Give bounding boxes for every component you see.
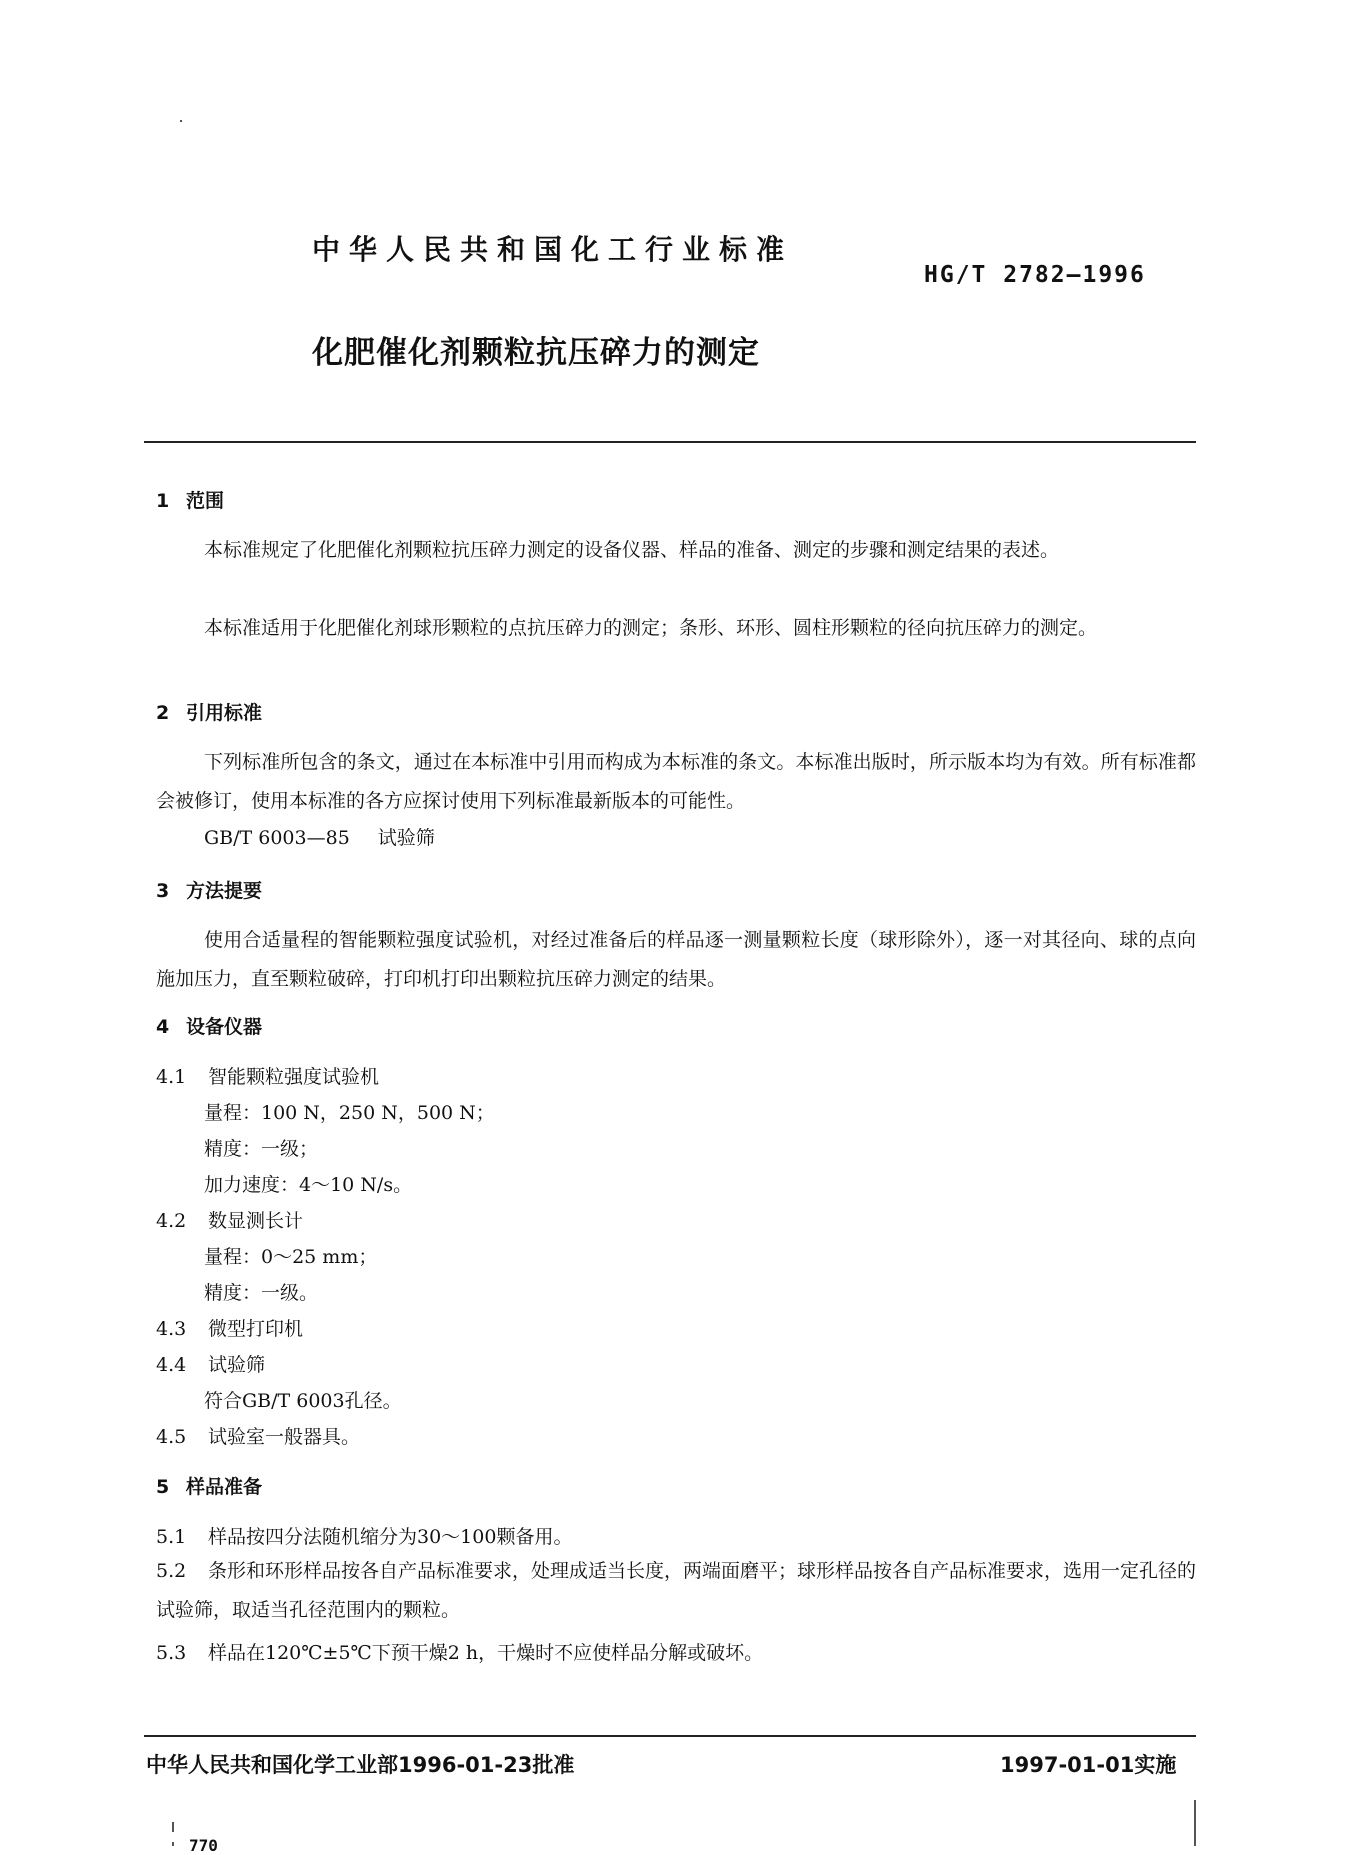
item-4-5 <box>156 1422 360 1449</box>
item-4-1-spec-range: 量程：100 N，250 N，500 N； <box>204 1102 495 1124</box>
item-4-5-number: 4.5 <box>156 1426 187 1448</box>
section-1-heading <box>156 486 224 513</box>
item-5-2-number: 5.2 <box>156 1560 187 1582</box>
standard-organization-title: 中华人民共和国化工行业标准 <box>312 233 794 266</box>
item-4-1-number: 4.1 <box>156 1066 187 1088</box>
section-3-heading <box>156 876 262 903</box>
approval-statement: 中华人民共和国化学工业部1996-01-23批准 <box>146 1753 575 1777</box>
item-4-5-title: 试验室一般器具。 <box>208 1426 361 1448</box>
header-divider <box>144 441 1196 443</box>
item-5-1-number: 5.1 <box>156 1526 187 1548</box>
reference-standard-line <box>204 823 435 850</box>
item-4-4-number: 4.4 <box>156 1354 187 1376</box>
item-4-4 <box>156 1350 265 1377</box>
section-2-heading <box>156 698 262 725</box>
page-number: 770 <box>189 1836 218 1855</box>
item-4-2-spec-range: 量程：0～25 mm； <box>204 1246 378 1268</box>
item-5-3 <box>156 1638 763 1665</box>
section-2-title: 引用标准 <box>186 702 263 724</box>
item-4-2 <box>156 1206 303 1233</box>
reference-standard-code: GB/T 6003—85 <box>204 827 350 849</box>
item-4-2-title: 数显测长计 <box>208 1210 304 1232</box>
item-5-3-number: 5.3 <box>156 1642 187 1664</box>
section-5-title: 样品准备 <box>186 1476 263 1498</box>
document-title: 化肥催化剂颗粒抗压碎力的测定 <box>312 335 760 371</box>
section-5-number: 5 <box>156 1476 170 1498</box>
scan-mark-left-2 <box>172 1842 174 1846</box>
section-2-number: 2 <box>156 702 170 724</box>
item-4-3-title: 微型打印机 <box>208 1318 304 1340</box>
item-4-3-number: 4.3 <box>156 1318 187 1340</box>
section-1-paragraph-1: 本标准规定了化肥催化剂颗粒抗压碎力测定的设备仪器、样品的准备、测定的步骤和测定结果的表述。 <box>204 539 1060 561</box>
section-5-heading <box>156 1472 262 1499</box>
item-5-1 <box>156 1522 572 1549</box>
item-4-4-title: 试验筛 <box>208 1354 266 1376</box>
section-4-number: 4 <box>156 1016 170 1038</box>
item-4-2-number: 4.2 <box>156 1210 187 1232</box>
effective-date: 1997-01-01实施 <box>1000 1753 1177 1777</box>
section-3-number: 3 <box>156 880 170 902</box>
section-3-title: 方法提要 <box>186 880 263 902</box>
section-2-paragraph-1: 下列标准所包含的条文，通过在本标准中引用而构成为本标准的条文。本标准出版时，所示版本均为有效。所有标准都会被修订，使用本标准的各方应探讨使用下列标准最新版本的可能性。 <box>156 751 1196 812</box>
section-1-paragraph-2: 本标准适用于化肥催化剂球形颗粒的点抗压碎力的测定；条形、环形、圆柱形颗粒的径向抗压碎力的测定。 <box>204 617 1098 639</box>
section-4-heading <box>156 1012 262 1039</box>
scan-mark-right <box>1194 1800 1196 1846</box>
item-4-4-spec: 符合GB/T 6003孔径。 <box>204 1390 402 1412</box>
section-3-paragraph-1: 使用合适量程的智能颗粒强度试验机，对经过准备后的样品逐一测量颗粒长度（球形除外），逐一对其径向、球的点向施加压力，直至颗粒破碎，打印机打印出颗粒抗压碎力测定的结果。 <box>156 929 1196 990</box>
item-5-1-text: 样品按四分法随机缩分为30～100颗备用。 <box>208 1526 573 1548</box>
section-1-title: 范围 <box>186 490 225 512</box>
scan-speck-top <box>180 120 182 122</box>
item-5-2 <box>156 1552 1196 1630</box>
section-4-title: 设备仪器 <box>186 1016 263 1038</box>
scan-mark-left-1 <box>172 1822 174 1832</box>
item-5-2-text: 条形和环形样品按各自产品标准要求，处理成适当长度，两端面磨平；球形样品按各自产品标准要求，选用一定孔径的试验筛，取适当孔径范围内的颗粒。 <box>156 1560 1197 1621</box>
item-5-3-text: 样品在120℃±5℃下预干燥2 h，干燥时不应使样品分解或破坏。 <box>208 1642 764 1664</box>
item-4-3 <box>156 1314 303 1341</box>
section-1-number: 1 <box>156 490 170 512</box>
footer-divider <box>144 1735 1196 1737</box>
standard-code: HG/T 2782—1996 <box>924 262 1146 288</box>
item-4-1-title: 智能颗粒强度试验机 <box>208 1066 380 1088</box>
item-4-1 <box>156 1062 379 1089</box>
reference-standard-name: 试验筛 <box>377 827 435 849</box>
item-4-1-spec-accuracy: 精度：一级； <box>204 1138 319 1160</box>
item-4-2-spec-accuracy: 精度：一级。 <box>204 1282 319 1304</box>
item-4-1-spec-speed: 加力速度：4～10 N/s。 <box>204 1174 413 1196</box>
